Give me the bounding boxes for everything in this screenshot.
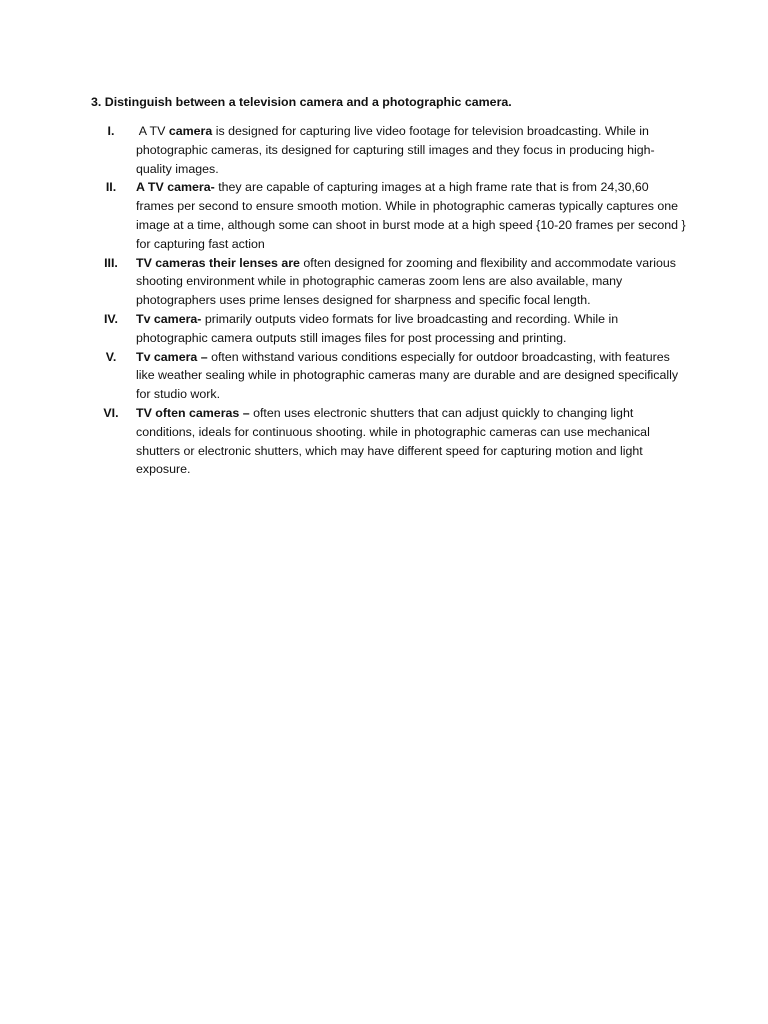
answer-item [96,310,686,348]
answer-text: primarily outputs video formats for live broadcasting and recording. While in photographic camera outputs still images files for post processing and printing. [136,311,619,345]
answer-list [96,122,686,479]
answer-text: often designed for zooming and flexibility and accommodate various shooting environment while in photographic cameras zoom lens are also available, many photographers uses prime lenses designed for sharpness and specific focal length. [136,255,677,308]
answer-item [96,404,686,479]
answer-text: often uses electronic shutters that can adjust quickly to changing light conditions, ideals for continuous shooting. while in photographic cameras can use mechanical shutters or electronic shutters, which may have different speed for capturing motion and light exposure. [136,405,650,477]
answer-text: often withstand various conditions especially for outdoor broadcasting, with features like weather sealing while in photographic cameras many are durable and are designed specifically for studio work. [136,349,679,402]
answer-item [96,178,686,253]
answer-numeral: V. [105,349,117,364]
answer-numeral: VI. [103,405,119,420]
answer-numeral: II. [105,180,117,195]
answer-lead: A TV camera- [136,180,215,195]
answer-item [96,348,686,404]
answer-numeral: III. [104,255,118,270]
answer-lead: camera [168,124,213,138]
answer-text: they are capable of capturing images at a high frame rate that is from 24,30,60 frames per second to ensure smooth motion. While in photographic cameras typically captures one image at a time, although some can shoot in burst mode at a high speed {10-20 frames per second } for capturing fast action [136,180,686,251]
answer-item [96,122,686,178]
question-heading: 3. Distinguish between a television camera and a photographic camera. [91,95,512,109]
answer-lead: TV cameras their lenses are [136,255,300,270]
answer-lead-prefix: A TV [136,124,169,138]
answer-numeral: IV. [103,311,118,326]
answer-text: is designed for capturing live video footage for television broadcasting. While in photographic cameras, its designed for capturing still images and they focus in producing high-quality images. [136,124,655,176]
answer-lead: TV often cameras – [136,405,250,420]
answer-numeral: I. [107,124,115,138]
answer-lead: Tv camera – [136,349,208,364]
answer-item [96,254,686,310]
answer-lead: Tv camera- [136,311,202,326]
